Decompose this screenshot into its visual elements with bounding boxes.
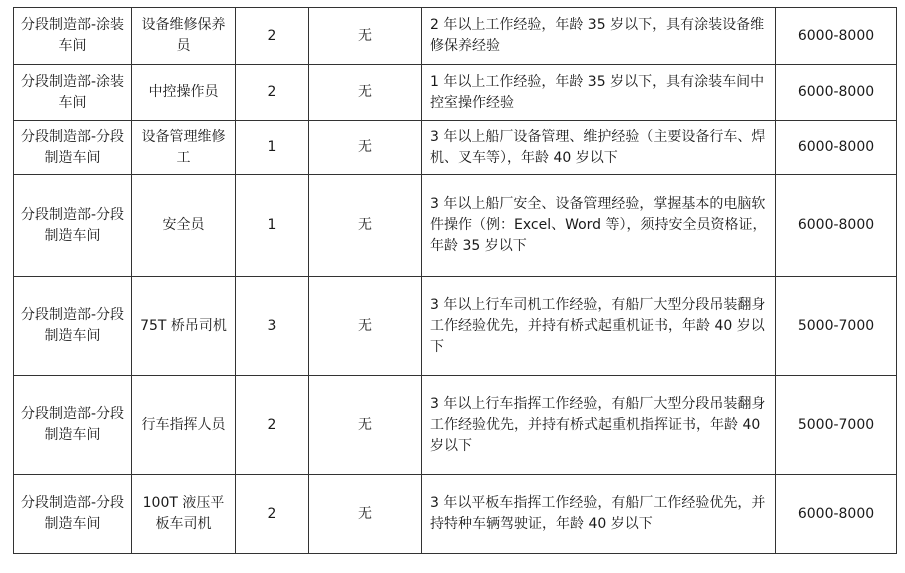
- table-row: [14, 121, 897, 175]
- other-cell: 无: [309, 475, 422, 554]
- headcount-cell: 2: [236, 65, 309, 121]
- table-row: [14, 475, 897, 554]
- requirements-cell: 3 年以上船厂设备管理、维护经验（主要设备行车、焊机、叉车等），年龄 40 岁以下: [422, 121, 776, 175]
- salary-cell: 5000-7000: [776, 277, 897, 376]
- headcount-cell: 2: [236, 475, 309, 554]
- department-cell: 分段制造部-分段制造车间: [14, 376, 132, 475]
- headcount-cell: 2: [236, 376, 309, 475]
- requirements-cell: 3 年以上行车司机工作经验，有船厂大型分段吊装翻身工作经验优先，并持有桥式起重机证书，年龄 40 岁以下: [422, 277, 776, 376]
- other-cell: 无: [309, 277, 422, 376]
- department-cell: 分段制造部-涂装车间: [14, 8, 132, 65]
- department-cell: 分段制造部-分段制造车间: [14, 175, 132, 277]
- salary-cell: 6000-8000: [776, 65, 897, 121]
- other-cell: 无: [309, 175, 422, 277]
- position-cell: 100T 液压平板车司机: [132, 475, 236, 554]
- salary-cell: 6000-8000: [776, 8, 897, 65]
- department-cell: 分段制造部-分段制造车间: [14, 121, 132, 175]
- table-row: [14, 8, 897, 65]
- headcount-cell: 1: [236, 175, 309, 277]
- position-cell: 安全员: [132, 175, 236, 277]
- position-cell: 设备维修保养员: [132, 8, 236, 65]
- salary-cell: 6000-8000: [776, 475, 897, 554]
- salary-cell: 6000-8000: [776, 121, 897, 175]
- table-row: [14, 175, 897, 277]
- other-cell: 无: [309, 65, 422, 121]
- requirements-cell: 3 年以上行车指挥工作经验，有船厂大型分段吊装翻身工作经验优先，并持有桥式起重机指挥证书，年龄 40 岁以下: [422, 376, 776, 475]
- position-cell: 中控操作员: [132, 65, 236, 121]
- headcount-cell: 2: [236, 8, 309, 65]
- salary-cell: 5000-7000: [776, 376, 897, 475]
- job-openings-table: [13, 7, 897, 554]
- other-cell: 无: [309, 121, 422, 175]
- requirements-cell: 2 年以上工作经验，年龄 35 岁以下，具有涂装设备维修保养经验: [422, 8, 776, 65]
- table-row: [14, 376, 897, 475]
- position-cell: 设备管理维修工: [132, 121, 236, 175]
- salary-cell: 6000-8000: [776, 175, 897, 277]
- department-cell: 分段制造部-分段制造车间: [14, 475, 132, 554]
- other-cell: 无: [309, 8, 422, 65]
- requirements-cell: 1 年以上工作经验，年龄 35 岁以下，具有涂装车间中控室操作经验: [422, 65, 776, 121]
- position-cell: 行车指挥人员: [132, 376, 236, 475]
- headcount-cell: 3: [236, 277, 309, 376]
- table-row: [14, 65, 897, 121]
- headcount-cell: 1: [236, 121, 309, 175]
- position-cell: 75T 桥吊司机: [132, 277, 236, 376]
- requirements-cell: 3 年以上船厂安全、设备管理经验，掌握基本的电脑软件操作（例：Excel、Word 等），须持安全员资格证，年龄 35 岁以下: [422, 175, 776, 277]
- other-cell: 无: [309, 376, 422, 475]
- requirements-cell: 3 年以平板车指挥工作经验，有船厂工作经验优先，并持特种车辆驾驶证，年龄 40 岁以下: [422, 475, 776, 554]
- department-cell: 分段制造部-分段制造车间: [14, 277, 132, 376]
- department-cell: 分段制造部-涂装车间: [14, 65, 132, 121]
- table-row: [14, 277, 897, 376]
